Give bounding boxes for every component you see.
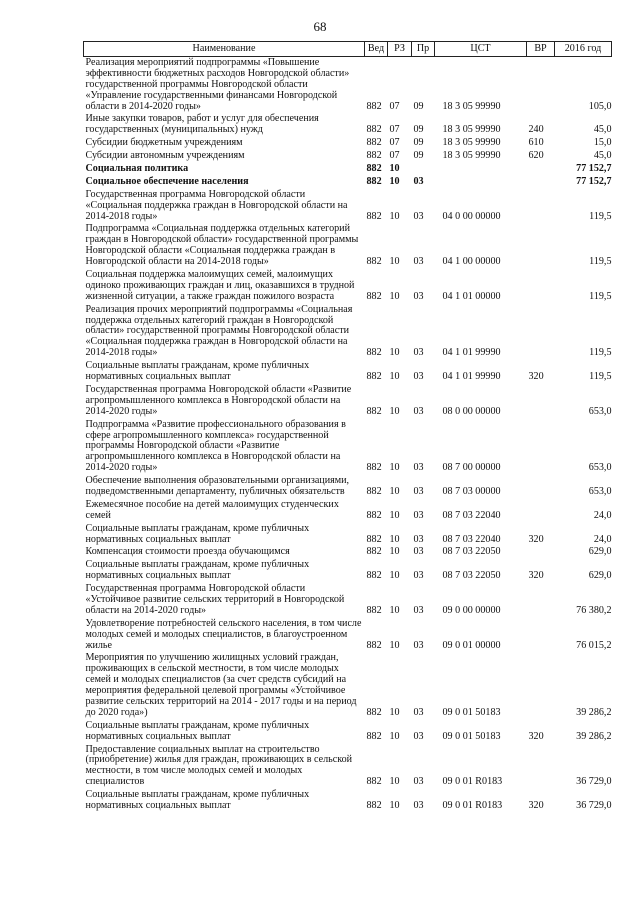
row-amount-cell: 76 015,2 bbox=[576, 639, 612, 651]
table-row bbox=[84, 223, 612, 269]
row-rz-cell: 10 bbox=[389, 706, 400, 718]
row-amount-cell: 36 729,0 bbox=[576, 776, 612, 788]
row-rz-cell: 10 bbox=[389, 462, 400, 474]
row-pr-cell: 03 bbox=[413, 371, 424, 383]
row-amount-cell: 36 729,0 bbox=[576, 800, 612, 811]
row-vr-cell: 620 bbox=[528, 150, 544, 162]
row-vr-cell bbox=[527, 304, 555, 360]
row-amount-cell: 45,0 bbox=[593, 150, 612, 162]
row-amount-cell: 653,0 bbox=[588, 462, 612, 474]
row-cst-cell: 09 0 01 R0183 bbox=[442, 800, 503, 811]
row-amount-cell: 629,0 bbox=[588, 570, 612, 582]
header-pr: Пр bbox=[412, 42, 435, 57]
row-ved-cell: 882 bbox=[366, 706, 382, 718]
row-vr-cell: 320 bbox=[528, 570, 544, 582]
row-rz-cell: 10 bbox=[389, 290, 400, 302]
row-amount-cell: 119,5 bbox=[589, 290, 612, 302]
row-cst-cell: 18 3 05 99990 bbox=[442, 150, 501, 162]
budget-table bbox=[83, 41, 612, 813]
table-row bbox=[84, 419, 612, 475]
row-vr-cell bbox=[527, 163, 555, 176]
row-name-cell: Субсидии автономным учреждениям bbox=[85, 150, 245, 162]
table-row bbox=[84, 189, 612, 224]
table-row bbox=[84, 113, 612, 137]
row-pr-cell: 03 bbox=[413, 290, 424, 302]
row-vr-cell: 320 bbox=[528, 800, 544, 811]
row-cst-cell bbox=[435, 163, 527, 176]
row-amount-cell: 119,5 bbox=[589, 347, 612, 359]
row-rz-cell: 10 bbox=[389, 347, 400, 359]
row-ved-cell: 882 bbox=[366, 290, 382, 302]
row-amount-cell: 119,5 bbox=[589, 256, 612, 268]
row-name-cell: Обеспечение выполнения образовательными организациями, подведомственными департаменту, публичных обязательств bbox=[85, 475, 350, 497]
table-row bbox=[84, 523, 612, 547]
row-cst-cell: 08 7 03 00000 bbox=[442, 485, 501, 497]
table-row bbox=[84, 789, 612, 813]
row-vr-cell bbox=[527, 546, 555, 559]
row-rz-cell: 10 bbox=[389, 730, 400, 742]
row-pr-cell: 03 bbox=[413, 175, 424, 187]
row-cst-cell: 08 0 00 00000 bbox=[442, 405, 501, 417]
row-amount-cell: 39 286,2 bbox=[576, 706, 612, 718]
row-amount-cell: 119,5 bbox=[589, 210, 612, 222]
row-pr-cell: 03 bbox=[413, 347, 424, 359]
table-row bbox=[84, 744, 612, 790]
row-name-cell: Ежемесячное пособие на детей малоимущих студенческих семей bbox=[85, 498, 339, 521]
row-rz-cell: 10 bbox=[389, 533, 400, 545]
row-cst-cell: 18 3 05 99990 bbox=[442, 124, 501, 136]
row-vr-cell bbox=[527, 652, 555, 719]
row-cst-cell: 04 0 00 00000 bbox=[442, 210, 501, 222]
table-row bbox=[84, 618, 612, 653]
row-name-cell: Государственная программа Новгородской области «Социальная поддержка граждан в Новгородской области на 2014-2018 годы» bbox=[85, 188, 348, 222]
table-row bbox=[84, 583, 612, 618]
row-pr-cell: 03 bbox=[413, 800, 424, 811]
row-vr-cell: 320 bbox=[528, 730, 544, 742]
row-cst-cell: 08 7 00 00000 bbox=[442, 462, 501, 474]
row-vr-cell bbox=[527, 499, 555, 523]
row-vr-cell bbox=[527, 419, 555, 475]
row-cst-cell bbox=[435, 176, 527, 189]
row-cst-cell: 08 7 03 22040 bbox=[442, 509, 501, 521]
row-name-cell: Компенсация стоимости проезда обучающимся bbox=[85, 546, 290, 558]
row-pr-cell: 03 bbox=[413, 776, 424, 788]
row-pr-cell: 03 bbox=[413, 570, 424, 582]
table-row bbox=[84, 137, 612, 150]
row-name-cell: Социальная политика bbox=[85, 163, 189, 175]
row-name-cell: Реализация мероприятий подпрограммы «Повышение эффективности бюджетных расходов Новгородской области» государственной программы Новгородской области «Управление государственными финансами Новгородской области в 2014-2020 годы» bbox=[85, 57, 350, 112]
table-row bbox=[84, 176, 612, 189]
table-row bbox=[84, 499, 612, 523]
row-ved-cell: 882 bbox=[366, 371, 382, 383]
row-vr-cell bbox=[527, 57, 555, 114]
table-row bbox=[84, 546, 612, 559]
row-cst-cell: 18 3 05 99990 bbox=[442, 137, 501, 149]
row-rz-cell: 10 bbox=[389, 175, 400, 187]
row-rz-cell: 10 bbox=[389, 639, 400, 651]
row-pr-cell bbox=[412, 163, 435, 176]
table-row bbox=[84, 57, 612, 114]
row-ved-cell: 882 bbox=[366, 124, 382, 136]
row-rz-cell: 10 bbox=[389, 800, 400, 811]
table-row bbox=[84, 652, 612, 719]
header-ved: Вед bbox=[365, 42, 388, 57]
row-name-cell: Мероприятия по улучшению жилищных условий граждан, проживающих в сельской местности, в том числе молодых семей и молодых специалистов (за счет средств субсидий на мероприятия федеральной целевой программы «Устойчивое развитие сельских территорий на 2014 - 2017 годы и на период до 2020 года») bbox=[85, 652, 357, 718]
row-rz-cell: 10 bbox=[389, 163, 400, 175]
row-vr-cell bbox=[527, 618, 555, 653]
table-row bbox=[84, 304, 612, 360]
row-vr-cell bbox=[527, 744, 555, 790]
header-vr: ВР bbox=[527, 42, 555, 57]
row-ved-cell: 882 bbox=[366, 405, 382, 417]
row-name-cell: Государственная программа Новгородской области «Устойчивое развитие сельских территорий в Новгородской области на 2014-2020 годы» bbox=[85, 583, 345, 616]
row-ved-cell: 882 bbox=[366, 604, 382, 616]
row-vr-cell: 610 bbox=[528, 137, 544, 149]
row-pr-cell: 03 bbox=[413, 256, 424, 268]
row-name-cell: Предоставление социальных выплат на строительство (приобретение) жилья для граждан, проживающих в сельской местности, в том числе молодых семей и молодых специалистов bbox=[85, 743, 353, 788]
table-row bbox=[84, 163, 612, 176]
row-rz-cell: 10 bbox=[389, 405, 400, 417]
row-amount-cell: 119,5 bbox=[589, 371, 612, 383]
row-cst-cell: 04 1 01 00000 bbox=[442, 290, 501, 302]
row-rz-cell: 10 bbox=[389, 371, 400, 383]
row-amount-cell: 653,0 bbox=[588, 485, 612, 497]
row-cst-cell: 08 7 03 22040 bbox=[442, 533, 501, 545]
row-vr-cell bbox=[527, 189, 555, 224]
row-ved-cell: 882 bbox=[366, 570, 382, 582]
header-name: Наименование bbox=[84, 42, 365, 57]
header-amount: 2016 год bbox=[555, 42, 612, 57]
row-rz-cell: 10 bbox=[389, 570, 400, 582]
row-vr-cell bbox=[527, 223, 555, 269]
row-rz-cell: 10 bbox=[389, 776, 400, 788]
row-vr-cell bbox=[527, 475, 555, 499]
row-amount-cell: 45,0 bbox=[593, 124, 612, 136]
row-pr-cell: 03 bbox=[413, 509, 424, 521]
row-pr-cell: 03 bbox=[413, 462, 424, 474]
row-name-cell: Субсидии бюджетным учреждениям bbox=[85, 137, 243, 149]
row-pr-cell: 09 bbox=[413, 124, 424, 136]
row-cst-cell: 09 0 00 00000 bbox=[442, 604, 501, 616]
row-vr-cell: 320 bbox=[528, 371, 544, 383]
row-cst-cell: 04 1 01 99990 bbox=[442, 371, 501, 383]
row-cst-cell: 08 7 03 22050 bbox=[442, 570, 501, 582]
row-pr-cell: 03 bbox=[413, 405, 424, 417]
row-rz-cell: 10 bbox=[389, 210, 400, 222]
row-ved-cell: 882 bbox=[366, 163, 382, 175]
row-rz-cell: 10 bbox=[389, 485, 400, 497]
header-cst: ЦСТ bbox=[435, 42, 527, 57]
row-name-cell: Подпрограмма «Социальная поддержка отдельных категорий граждан в Новгородской области» государственной программы Новгородской области «Социальная поддержка граждан в Новгородской области на 2014-2018 годы» bbox=[85, 223, 359, 268]
row-cst-cell: 08 7 03 22050 bbox=[442, 546, 501, 558]
row-amount-cell: 24,0 bbox=[593, 533, 612, 545]
row-cst-cell: 04 1 01 99990 bbox=[442, 347, 501, 359]
row-name-cell: Иные закупки товаров, работ и услуг для обеспечения государственных (муниципальных) нужд bbox=[85, 113, 319, 136]
row-ved-cell: 882 bbox=[366, 800, 382, 811]
row-pr-cell: 03 bbox=[413, 706, 424, 718]
row-name-cell: Подпрограмма «Развитие профессионального образования в сфере агропромышленного комплекса» государственной программы Новгородской области «Развитие агропромышленного комплекса в Новгородской области на 2014-2020 годы» bbox=[85, 418, 346, 474]
row-name-cell: Социальные выплаты гражданам, кроме публичных нормативных социальных выплат bbox=[85, 719, 310, 742]
row-ved-cell: 882 bbox=[366, 137, 382, 149]
row-ved-cell: 882 bbox=[366, 175, 382, 187]
row-ved-cell: 882 bbox=[366, 347, 382, 359]
row-cst-cell: 18 3 05 99990 bbox=[442, 100, 501, 112]
row-pr-cell: 09 bbox=[413, 100, 424, 112]
row-amount-cell: 15,0 bbox=[593, 137, 612, 149]
row-amount-cell: 77 152,7 bbox=[576, 175, 612, 187]
row-rz-cell: 07 bbox=[389, 150, 400, 162]
table-row bbox=[84, 360, 612, 384]
row-rz-cell: 10 bbox=[389, 509, 400, 521]
row-vr-cell bbox=[527, 269, 555, 304]
row-ved-cell: 882 bbox=[366, 546, 382, 558]
row-cst-cell: 09 0 01 R0183 bbox=[442, 776, 503, 788]
row-pr-cell: 09 bbox=[413, 150, 424, 162]
row-ved-cell: 882 bbox=[366, 210, 382, 222]
row-rz-cell: 10 bbox=[389, 604, 400, 616]
row-vr-cell bbox=[527, 176, 555, 189]
row-pr-cell: 03 bbox=[413, 533, 424, 545]
row-ved-cell: 882 bbox=[366, 730, 382, 742]
row-cst-cell: 04 1 00 00000 bbox=[442, 256, 501, 268]
row-ved-cell: 882 bbox=[366, 776, 382, 788]
row-amount-cell: 629,0 bbox=[588, 546, 612, 558]
row-amount-cell: 24,0 bbox=[593, 509, 612, 521]
row-vr-cell: 240 bbox=[528, 124, 544, 136]
row-name-cell: Реализация прочих мероприятий подпрограммы «Социальная поддержка отдельных категорий граждан в Новгородской области» государственной программы Новгородской области «Социальная поддержка граждан в Новгородской области на 2014-2018 годы» bbox=[85, 303, 353, 359]
row-rz-cell: 07 bbox=[389, 100, 400, 112]
row-vr-cell bbox=[527, 384, 555, 419]
row-ved-cell: 882 bbox=[366, 533, 382, 545]
table-row bbox=[84, 475, 612, 499]
row-ved-cell: 882 bbox=[366, 150, 382, 162]
table-header bbox=[84, 42, 612, 57]
row-vr-cell bbox=[527, 583, 555, 618]
header-rz: РЗ bbox=[388, 42, 412, 57]
row-pr-cell: 03 bbox=[413, 730, 424, 742]
row-amount-cell: 105,0 bbox=[588, 100, 612, 112]
row-rz-cell: 07 bbox=[389, 137, 400, 149]
row-amount-cell: 76 380,2 bbox=[576, 604, 612, 616]
row-ved-cell: 882 bbox=[366, 462, 382, 474]
table-row bbox=[84, 150, 612, 163]
row-pr-cell: 03 bbox=[413, 485, 424, 497]
row-rz-cell: 10 bbox=[389, 256, 400, 268]
row-cst-cell: 09 0 01 00000 bbox=[442, 639, 501, 651]
row-name-cell: Социальные выплаты гражданам, кроме публичных нормативных социальных выплат bbox=[85, 559, 310, 582]
row-cst-cell: 09 0 01 50183 bbox=[442, 706, 501, 718]
row-name-cell: Социальные выплаты гражданам, кроме публичных нормативных социальных выплат bbox=[85, 789, 310, 811]
row-cst-cell: 09 0 01 50183 bbox=[442, 730, 501, 742]
row-rz-cell: 07 bbox=[389, 124, 400, 136]
row-name-cell: Социальные выплаты гражданам, кроме публичных нормативных социальных выплат bbox=[85, 522, 310, 545]
row-name-cell: Социальная поддержка малоимущих семей, малоимущих одиноко проживающих граждан и лиц, оказавшихся в трудной жизненной ситуации, а также граждан пожилого возраста bbox=[85, 269, 355, 302]
row-name-cell: Социальные выплаты гражданам, кроме публичных нормативных социальных выплат bbox=[85, 360, 310, 383]
row-ved-cell: 882 bbox=[366, 509, 382, 521]
row-name-cell: Социальное обеспечение населения bbox=[85, 175, 249, 187]
row-pr-cell: 03 bbox=[413, 546, 424, 558]
row-ved-cell: 882 bbox=[366, 485, 382, 497]
row-ved-cell: 882 bbox=[366, 100, 382, 112]
page-number: 68 bbox=[313, 19, 327, 34]
row-name-cell: Удовлетворение потребностей сельского населения, в том числе молодых семей и молодых специалистов, в благоустроенном жилье bbox=[85, 617, 362, 651]
row-pr-cell: 03 bbox=[413, 639, 424, 651]
row-ved-cell: 882 bbox=[366, 639, 382, 651]
row-name-cell: Государственная программа Новгородской области «Развитие агропромышленного комплекса в Новгородской области на 2014-2020 годы» bbox=[85, 383, 352, 417]
row-amount-cell: 39 286,2 bbox=[576, 730, 612, 742]
table-row bbox=[84, 269, 612, 304]
row-amount-cell: 77 152,7 bbox=[576, 163, 612, 175]
table-row bbox=[84, 559, 612, 583]
row-amount-cell: 653,0 bbox=[588, 405, 612, 417]
row-vr-cell: 320 bbox=[528, 533, 544, 545]
row-pr-cell: 03 bbox=[413, 210, 424, 222]
row-pr-cell: 03 bbox=[413, 604, 424, 616]
table-row bbox=[84, 720, 612, 744]
row-rz-cell: 10 bbox=[389, 546, 400, 558]
table-body bbox=[84, 57, 612, 813]
row-pr-cell: 09 bbox=[413, 137, 424, 149]
table-row bbox=[84, 384, 612, 419]
row-ved-cell: 882 bbox=[366, 256, 382, 268]
